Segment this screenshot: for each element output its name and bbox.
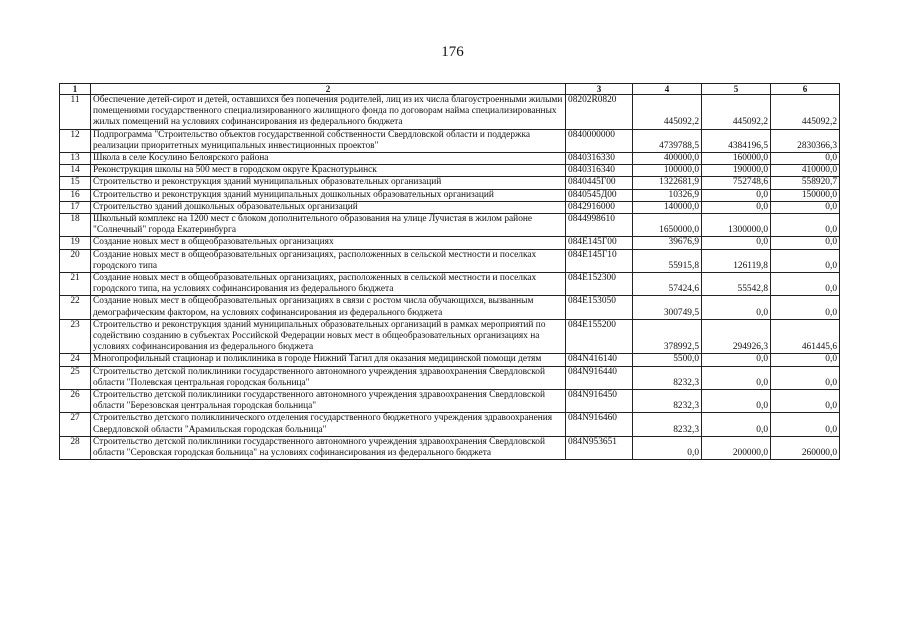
value-col5-cell: 160000,0 — [702, 153, 771, 165]
budget-code-cell: 084E152300 — [566, 273, 633, 296]
table-header-row — [60, 84, 840, 95]
value-col4-cell: 1650000,0 — [633, 214, 702, 237]
row-number-cell: 15 — [60, 177, 91, 189]
value-col6-cell: 260000,0 — [771, 436, 840, 459]
value-col5-cell: 752748,6 — [702, 177, 771, 189]
value-col6-cell: 0,0 — [771, 201, 840, 213]
value-col5-cell: 0,0 — [702, 366, 771, 389]
budget-code-cell: 084N916460 — [566, 413, 633, 436]
row-number-cell: 16 — [60, 189, 91, 201]
table-row — [60, 273, 840, 296]
budget-code-cell: 08202R0820 — [566, 95, 633, 130]
table-row — [60, 129, 840, 152]
item-name-cell: Строительство и реконструкция зданий муниципальных дошкольных образовательных организаций — [91, 189, 566, 201]
value-col6-cell: 410000,0 — [771, 165, 840, 177]
item-name-cell: Строительство и реконструкция зданий муниципальных образовательных организаций в рамках мероприятий по содействию созданию в субъектах Российской Федерации новых мест в общеобразовательных организациях на условиях софинансирования из федерального бюджета — [91, 319, 566, 354]
row-number-cell: 23 — [60, 319, 91, 354]
column-header: 2 — [91, 84, 566, 95]
table-row — [60, 436, 840, 459]
row-number-cell: 24 — [60, 354, 91, 366]
row-number-cell: 18 — [60, 214, 91, 237]
value-col4-cell: 4739788,5 — [633, 129, 702, 152]
budget-code-cell: 0840316330 — [566, 153, 633, 165]
value-col5-cell: 0,0 — [702, 354, 771, 366]
value-col6-cell: 0,0 — [771, 273, 840, 296]
value-col5-cell: 190000,0 — [702, 165, 771, 177]
table-row — [60, 201, 840, 213]
value-col5-cell: 1300000,0 — [702, 214, 771, 237]
value-col6-cell: 2830366,3 — [771, 129, 840, 152]
value-col4-cell: 445092,2 — [633, 95, 702, 130]
value-col4-cell: 300749,5 — [633, 296, 702, 319]
table-row — [60, 177, 840, 189]
budget-code-cell: 084E153050 — [566, 296, 633, 319]
table-row — [60, 366, 840, 389]
table-row — [60, 214, 840, 237]
table-row — [60, 237, 840, 249]
item-name-cell: Создание новых мест в общеобразовательных организациях — [91, 237, 566, 249]
item-name-cell: Обеспечение детей-сирот и детей, оставшихся без попечения родителей, лиц из их числа благоустроенными жилыми помещениями государственного специализированного жилищного фонда по договорам найма специализированных жилых помещений на условиях софинансирования из федерального бюджета — [91, 95, 566, 130]
budget-table — [59, 83, 840, 460]
row-number-cell: 22 — [60, 296, 91, 319]
page-number: 176 — [441, 44, 464, 60]
item-name-cell: Создание новых мест в общеобразовательных организациях, расположенных в сельской местности и поселках городского типа, на условиях софинансирования из федерального бюджета — [91, 273, 566, 296]
value-col6-cell: 0,0 — [771, 237, 840, 249]
table-row — [60, 153, 840, 165]
value-col6-cell: 0,0 — [771, 296, 840, 319]
column-header: 3 — [566, 84, 633, 95]
value-col4-cell: 39676,9 — [633, 237, 702, 249]
budget-code-cell: 084N416140 — [566, 354, 633, 366]
budget-code-cell: 0840545Д00 — [566, 189, 633, 201]
value-col6-cell: 461445,6 — [771, 319, 840, 354]
row-number-cell: 19 — [60, 237, 91, 249]
item-name-cell: Строительство детского поликлинического отделения государственного бюджетного учреждения здравоохранения Свердловской области "Арамильская городская больница" — [91, 413, 566, 436]
value-col4-cell: 10326,9 — [633, 189, 702, 201]
table-row — [60, 390, 840, 413]
value-col5-cell: 126119,8 — [702, 249, 771, 272]
row-number-cell: 20 — [60, 249, 91, 272]
budget-code-cell: 084N953651 — [566, 436, 633, 459]
value-col5-cell: 0,0 — [702, 201, 771, 213]
value-col5-cell: 0,0 — [702, 189, 771, 201]
column-header: 4 — [633, 84, 702, 95]
value-col4-cell: 8232,3 — [633, 390, 702, 413]
row-number-cell: 11 — [60, 95, 91, 130]
table-row — [60, 319, 840, 354]
table-row — [60, 95, 840, 130]
column-header: 5 — [702, 84, 771, 95]
item-name-cell: Подпрограмма "Строительство объектов государственной собственности Свердловской области и поддержка реализации приоритетных муниципальных инвестиционных проектов" — [91, 129, 566, 152]
item-name-cell: Строительство зданий дошкольных образовательных организаций — [91, 201, 566, 213]
row-number-cell: 26 — [60, 390, 91, 413]
table-row — [60, 165, 840, 177]
budget-code-cell: 0840445Г00 — [566, 177, 633, 189]
row-number-cell: 17 — [60, 201, 91, 213]
value-col4-cell: 8232,3 — [633, 413, 702, 436]
value-col6-cell: 445092,2 — [771, 95, 840, 130]
value-col4-cell: 55915,8 — [633, 249, 702, 272]
budget-code-cell: 084E145Г00 — [566, 237, 633, 249]
item-name-cell: Создание новых мест в общеобразовательных организациях в связи с ростом числа обучающихся, вызванным демографическим фактором, на условиях софинансирования из федерального бюджета — [91, 296, 566, 319]
value-col4-cell: 1322681,9 — [633, 177, 702, 189]
value-col6-cell: 0,0 — [771, 214, 840, 237]
budget-code-cell: 084E145Г10 — [566, 249, 633, 272]
value-col4-cell: 378992,5 — [633, 319, 702, 354]
value-col5-cell: 0,0 — [702, 296, 771, 319]
row-number-cell: 27 — [60, 413, 91, 436]
item-name-cell: Строительство детской поликлиники государственного автономного учреждения здравоохранения Свердловской области "Березовская центральная городская больница" — [91, 390, 566, 413]
value-col6-cell: 0,0 — [771, 390, 840, 413]
budget-code-cell: 0840316340 — [566, 165, 633, 177]
value-col5-cell: 0,0 — [702, 413, 771, 436]
table-body — [60, 95, 840, 460]
value-col6-cell: 0,0 — [771, 366, 840, 389]
value-col5-cell: 4384196,5 — [702, 129, 771, 152]
value-col5-cell: 55542,8 — [702, 273, 771, 296]
item-name-cell: Создание новых мест в общеобразовательных организациях, расположенных в сельской местности и поселках городского типа — [91, 249, 566, 272]
value-col4-cell: 140000,0 — [633, 201, 702, 213]
value-col6-cell: 0,0 — [771, 354, 840, 366]
column-header: 6 — [771, 84, 840, 95]
value-col6-cell: 0,0 — [771, 413, 840, 436]
item-name-cell: Строительство детской поликлиники государственного автономного учреждения здравоохранения Свердловской области "Серовская городская больница" на условиях софинансирования из федерального бюджета — [91, 436, 566, 459]
budget-code-cell: 084N916450 — [566, 390, 633, 413]
value-col4-cell: 5500,0 — [633, 354, 702, 366]
item-name-cell: Строительство детской поликлиники государственного автономного учреждения здравоохранения Свердловской области "Полевская центральная городская больница" — [91, 366, 566, 389]
value-col6-cell: 0,0 — [771, 153, 840, 165]
value-col6-cell: 0,0 — [771, 249, 840, 272]
value-col4-cell: 0,0 — [633, 436, 702, 459]
value-col4-cell: 57424,6 — [633, 273, 702, 296]
table-row — [60, 413, 840, 436]
value-col5-cell: 200000,0 — [702, 436, 771, 459]
value-col5-cell: 294926,3 — [702, 319, 771, 354]
row-number-cell: 12 — [60, 129, 91, 152]
row-number-cell: 13 — [60, 153, 91, 165]
value-col4-cell: 8232,3 — [633, 366, 702, 389]
table-row — [60, 354, 840, 366]
table-row — [60, 296, 840, 319]
item-name-cell: Реконструкция школы на 500 мест в городском округе Краснотурьинск — [91, 165, 566, 177]
row-number-cell: 14 — [60, 165, 91, 177]
row-number-cell: 25 — [60, 366, 91, 389]
item-name-cell: Школьный комплекс на 1200 мест с блоком дополнительного образования на улице Лучистая в жилом районе "Солнечный" города Екатеринбурга — [91, 214, 566, 237]
value-col5-cell: 0,0 — [702, 390, 771, 413]
table-row — [60, 189, 840, 201]
row-number-cell: 21 — [60, 273, 91, 296]
value-col6-cell: 150000,0 — [771, 189, 840, 201]
budget-code-cell: 0840000000 — [566, 129, 633, 152]
budget-code-cell: 0844998610 — [566, 214, 633, 237]
item-name-cell: Школа в селе Косулино Белоярского района — [91, 153, 566, 165]
budget-code-cell: 084N916440 — [566, 366, 633, 389]
value-col4-cell: 400000,0 — [633, 153, 702, 165]
row-number-cell: 28 — [60, 436, 91, 459]
item-name-cell: Строительство и реконструкция зданий муниципальных образовательных организаций — [91, 177, 566, 189]
value-col4-cell: 100000,0 — [633, 165, 702, 177]
budget-code-cell: 084E155200 — [566, 319, 633, 354]
value-col5-cell: 0,0 — [702, 237, 771, 249]
budget-code-cell: 0842916000 — [566, 201, 633, 213]
column-header: 1 — [60, 84, 91, 95]
value-col6-cell: 558920,7 — [771, 177, 840, 189]
item-name-cell: Многопрофильный стационар и поликлиника в городе Нижний Тагил для оказания медицинской помощи детям — [91, 354, 566, 366]
value-col5-cell: 445092,2 — [702, 95, 771, 130]
table-row — [60, 249, 840, 272]
